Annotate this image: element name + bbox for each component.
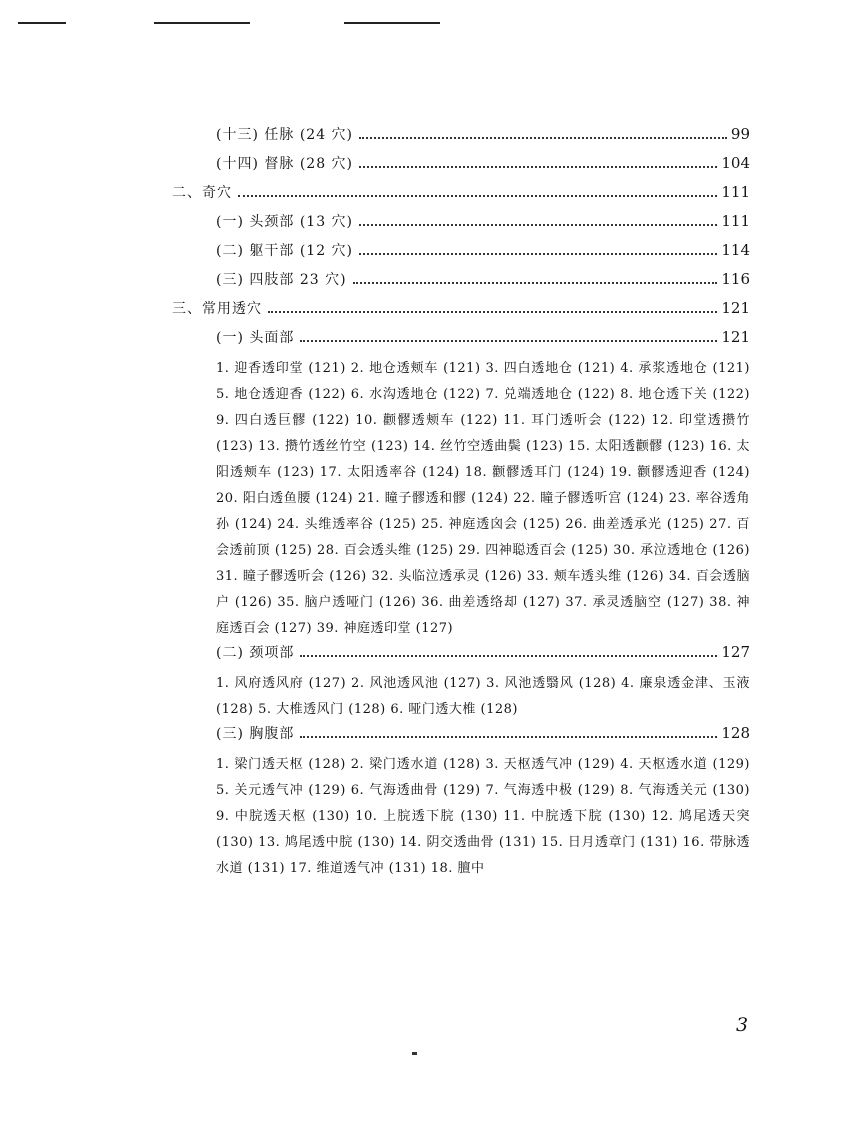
toc-entry-title: (三) 四肢部 23 穴)	[216, 272, 347, 288]
table-of-contents	[172, 124, 750, 882]
dot-leader	[268, 311, 717, 313]
toc-entry-page: 116	[721, 270, 750, 288]
xiongfu-items-text: 1. 梁门透天枢 (128) 2. 梁门透水道 (128) 3. 天枢透气冲 (129) 4. 天枢透水道 (129) 5. 关元透气冲 (129) 6. 气海透曲骨 (129) 7. 气海透中极 (129) 8. 气海透关元 (130) 9. 中脘透天枢 (130) 10. 上脘透下脘 (130) 11. 中脘透下脘 (130) 12. 鸠尾透天突 (130) 13. 鸠尾透中脘 (130) 14. 阴交透曲骨 (131) 15. 日月透章门 (131) 16. 带脉透水道 (131) 17. 维道透气冲 (131) 18. 膻中	[216, 757, 750, 876]
toc-entry-title: (十四) 督脉 (28 穴)	[216, 156, 354, 172]
dot-leader	[300, 340, 717, 342]
dot-leader	[238, 195, 717, 197]
toc-entry-page: 127	[721, 643, 750, 661]
toc-entry-renmai[interactable]	[172, 124, 750, 153]
toc-entry-page: 121	[721, 328, 750, 346]
toc-entry-page: 104	[721, 154, 750, 172]
jingxiang-items-text: 1. 风府透风府 (127) 2. 风池透风池 (127) 3. 风池透翳风 (128) 4. 廉泉透金津、玉液 (128) 5. 大椎透风门 (128) 6. 哑门透大椎 (128)	[216, 676, 750, 717]
toc-entry-title: 三、常用透穴	[172, 301, 262, 317]
top-rule-1	[18, 22, 66, 24]
toc-entry-xiongfubu[interactable]	[172, 723, 750, 752]
dot-leader	[359, 224, 717, 226]
toc-entry-title: (十三) 任脉 (24 穴)	[216, 127, 354, 143]
xiongfu-item-list	[216, 752, 750, 882]
scan-speck	[412, 1052, 417, 1055]
toc-entry-dumai[interactable]	[172, 153, 750, 182]
toc-entry-changyong[interactable]	[172, 298, 750, 327]
jingxiang-item-list	[216, 671, 750, 723]
toc-entry-toujing[interactable]	[172, 211, 750, 240]
dot-leader	[359, 137, 727, 139]
toc-entry-qixue[interactable]	[172, 182, 750, 211]
toc-entry-title: (二) 颈项部	[216, 645, 295, 661]
toc-entry-sizhibu[interactable]	[172, 269, 750, 298]
toc-entry-title: (二) 躯干部 (12 穴)	[216, 243, 354, 259]
toc-entry-page: 99	[730, 125, 750, 143]
toc-entry-title: (三) 胸腹部	[216, 726, 295, 742]
toumian-item-list	[216, 356, 750, 642]
toc-entry-quganbu[interactable]	[172, 240, 750, 269]
dot-leader	[300, 736, 717, 738]
page-number: 3	[736, 1014, 749, 1036]
dot-leader	[353, 282, 718, 284]
toc-entry-page: 111	[721, 212, 750, 230]
toc-entry-jingxiangbu[interactable]	[172, 642, 750, 671]
toc-entry-toumianbu[interactable]	[172, 327, 750, 356]
dot-leader	[300, 655, 717, 657]
toc-entry-page: 114	[721, 241, 750, 259]
dot-leader	[359, 166, 717, 168]
toumian-items-text: 1. 迎香透印堂 (121) 2. 地仓透颊车 (121) 3. 四白透地仓 (121) 4. 承浆透地仓 (121) 5. 地仓透迎香 (122) 6. 水沟透地仓 (122) 7. 兑端透地仓 (122) 8. 地仓透下关 (122) 9. 四白透巨髎 (122) 10. 颧髎透颊车 (122) 11. 耳门透听会 (122) 12. 印堂透攒竹 (123) 13. 攒竹透丝竹空 (123) 14. 丝竹空透曲鬓 (123) 15. 太阳透颧髎 (123) 16. 太阳透颊车 (123) 17. 太阳透率谷 (124) 18. 颧髎透耳门 (124) 19. 颧髎透迎香 (124) 20. 阳白透鱼腰 (124) 21. 瞳子髎透和髎 (124) 22. 瞳子髎透听宫 (124) 23. 率谷透角孙 (124) 24. 头维透率谷 (125) 25. 神庭透囟会 (125) 26. 曲差透承光 (125) 27. 百会透前顶 (125) 28. 百会透头维 (125) 29. 四神聪透百会 (125) 30. 承泣透地仓 (126) 31. 瞳子髎透听会 (126) 32. 头临泣透承灵 (126) 33. 颊车透头维 (126) 34. 百会透脑户 (126) 35. 脑户透哑门 (126) 36. 曲差透络却 (127) 37. 承灵透脑空 (127) 38. 神庭透百会 (127) 39. 神庭透印堂 (127)	[216, 361, 750, 636]
toc-entry-title: 二、奇穴	[172, 185, 232, 201]
toc-entry-title: (一) 头面部	[216, 330, 295, 346]
top-rule-2	[154, 22, 250, 24]
top-rule-3	[344, 22, 440, 24]
toc-entry-page: 128	[721, 724, 750, 742]
toc-entry-title: (一) 头颈部 (13 穴)	[216, 214, 354, 230]
toc-entry-page: 121	[721, 299, 750, 317]
dot-leader	[359, 253, 717, 255]
toc-entry-page: 111	[721, 183, 750, 201]
